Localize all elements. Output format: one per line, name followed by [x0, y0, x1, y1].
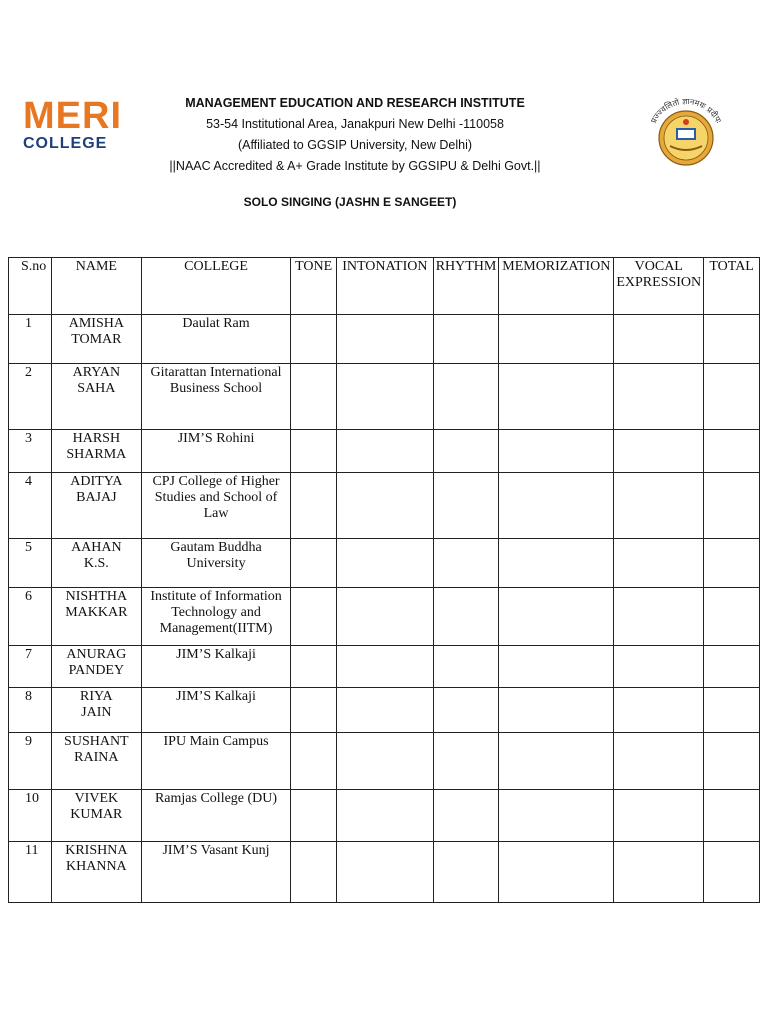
cell-college: JIM’S Vasant Kunj [141, 842, 290, 903]
cell-total[interactable] [704, 539, 760, 588]
cell-college: IPU Main Campus [141, 733, 290, 790]
cell-intonation[interactable] [337, 473, 434, 539]
cell-total[interactable] [704, 430, 760, 473]
col-header-intonation: INTONATION [337, 258, 434, 315]
cell-rhythm[interactable] [433, 588, 499, 646]
table-row [9, 842, 760, 903]
col-header-total: TOTAL [704, 258, 760, 315]
scoring-table [8, 257, 760, 903]
cell-intonation[interactable] [337, 733, 434, 790]
col-header-vocal-expression: VOCAL EXPRESSION [614, 258, 704, 315]
cell-vocal-expression[interactable] [614, 733, 704, 790]
cell-total[interactable] [704, 688, 760, 733]
cell-total[interactable] [704, 315, 760, 364]
cell-sno: 9 [9, 733, 52, 790]
cell-tone[interactable] [291, 646, 337, 688]
cell-college: Institute of Information Technology and Management(IITM) [141, 588, 290, 646]
cell-memorization[interactable] [499, 842, 614, 903]
cell-name: RIYA JAIN [51, 688, 141, 733]
cell-memorization[interactable] [499, 539, 614, 588]
cell-tone[interactable] [291, 588, 337, 646]
cell-tone[interactable] [291, 733, 337, 790]
cell-memorization[interactable] [499, 315, 614, 364]
cell-tone[interactable] [291, 688, 337, 733]
cell-total[interactable] [704, 842, 760, 903]
cell-tone[interactable] [291, 539, 337, 588]
cell-memorization[interactable] [499, 688, 614, 733]
cell-rhythm[interactable] [433, 473, 499, 539]
table-row [9, 364, 760, 430]
cell-sno: 6 [9, 588, 52, 646]
cell-rhythm[interactable] [433, 842, 499, 903]
event-title: SOLO SINGING (JASHN E SANGEET) [243, 195, 457, 209]
meri-college-logo [23, 97, 123, 157]
cell-memorization[interactable] [499, 646, 614, 688]
table-row [9, 473, 760, 539]
table-row [9, 539, 760, 588]
col-header-college: COLLEGE [141, 258, 290, 315]
col-header-tone: TONE [291, 258, 337, 315]
institute-header [130, 93, 580, 177]
cell-vocal-expression[interactable] [614, 842, 704, 903]
cell-sno: 3 [9, 430, 52, 473]
cell-total[interactable] [704, 588, 760, 646]
cell-intonation[interactable] [337, 646, 434, 688]
cell-memorization[interactable] [499, 473, 614, 539]
cell-rhythm[interactable] [433, 688, 499, 733]
cell-rhythm[interactable] [433, 539, 499, 588]
col-header-sno: S.no [9, 258, 52, 315]
cell-name: ARYAN SAHA [51, 364, 141, 430]
cell-sno: 4 [9, 473, 52, 539]
cell-rhythm[interactable] [433, 733, 499, 790]
cell-name: AMISHA TOMAR [51, 315, 141, 364]
table-row [9, 430, 760, 473]
cell-vocal-expression[interactable] [614, 539, 704, 588]
col-header-rhythm: RHYTHM [433, 258, 499, 315]
institute-name: MANAGEMENT EDUCATION AND RESEARCH INSTITUTE [185, 96, 525, 110]
cell-name: SUSHANT RAINA [51, 733, 141, 790]
institute-address: 53-54 Institutional Area, Janakpuri New Delhi -110058 [206, 117, 504, 131]
institute-accreditation: ||NAAC Accredited & A+ Grade Institute by GGSIPU & Delhi Govt.|| [169, 159, 541, 173]
cell-college: CPJ College of Higher Studies and School of Law [141, 473, 290, 539]
cell-intonation[interactable] [337, 588, 434, 646]
cell-total[interactable] [704, 790, 760, 842]
cell-tone[interactable] [291, 430, 337, 473]
cell-intonation[interactable] [337, 688, 434, 733]
cell-rhythm[interactable] [433, 790, 499, 842]
cell-rhythm[interactable] [433, 646, 499, 688]
cell-name: NISHTHA MAKKAR [51, 588, 141, 646]
cell-tone[interactable] [291, 790, 337, 842]
cell-name: AAHAN K.S. [51, 539, 141, 588]
cell-intonation[interactable] [337, 790, 434, 842]
cell-name: KRISHNA KHANNA [51, 842, 141, 903]
table-header-row [9, 258, 760, 315]
cell-college: Ramjas College (DU) [141, 790, 290, 842]
cell-memorization[interactable] [499, 364, 614, 430]
cell-vocal-expression[interactable] [614, 790, 704, 842]
cell-memorization[interactable] [499, 430, 614, 473]
table-row [9, 688, 760, 733]
cell-sno: 11 [9, 842, 52, 903]
cell-memorization[interactable] [499, 733, 614, 790]
seal-motto: प्रज्ज्वलितो ज्ञानमयः प्रदीपः [648, 96, 724, 125]
cell-intonation[interactable] [337, 430, 434, 473]
cell-intonation[interactable] [337, 539, 434, 588]
cell-rhythm[interactable] [433, 315, 499, 364]
cell-rhythm[interactable] [433, 430, 499, 473]
cell-sno: 8 [9, 688, 52, 733]
cell-intonation[interactable] [337, 364, 434, 430]
table-row [9, 588, 760, 646]
cell-vocal-expression[interactable] [614, 315, 704, 364]
cell-sno: 2 [9, 364, 52, 430]
cell-college: JIM’S Rohini [141, 430, 290, 473]
cell-name: VIVEK KUMAR [51, 790, 141, 842]
col-header-name: NAME [51, 258, 141, 315]
cell-tone[interactable] [291, 473, 337, 539]
cell-total[interactable] [704, 733, 760, 790]
cell-college: JIM’S Kalkaji [141, 688, 290, 733]
cell-vocal-expression[interactable] [614, 364, 704, 430]
cell-sno: 5 [9, 539, 52, 588]
cell-memorization[interactable] [499, 588, 614, 646]
logo-college-text: COLLEGE [23, 135, 108, 152]
institute-affiliation: (Affiliated to GGSIP University, New Delhi) [237, 138, 473, 152]
cell-vocal-expression[interactable] [614, 430, 704, 473]
cell-vocal-expression[interactable] [614, 646, 704, 688]
cell-vocal-expression[interactable] [614, 688, 704, 733]
cell-total[interactable] [704, 646, 760, 688]
cell-name: HARSH SHARMA [51, 430, 141, 473]
cell-intonation[interactable] [337, 842, 434, 903]
cell-intonation[interactable] [337, 315, 434, 364]
cell-sno: 7 [9, 646, 52, 688]
cell-memorization[interactable] [499, 790, 614, 842]
cell-college: Gitarattan International Business School [141, 364, 290, 430]
cell-vocal-expression[interactable] [614, 588, 704, 646]
cell-total[interactable] [704, 473, 760, 539]
cell-sno: 10 [9, 790, 52, 842]
cell-college: Daulat Ram [141, 315, 290, 364]
cell-vocal-expression[interactable] [614, 473, 704, 539]
cell-tone[interactable] [291, 842, 337, 903]
cell-tone[interactable] [291, 364, 337, 430]
cell-name: ANURAG PANDEY [51, 646, 141, 688]
table-row [9, 646, 760, 688]
cell-tone[interactable] [291, 315, 337, 364]
col-header-memorization: MEMORIZATION [499, 258, 614, 315]
cell-rhythm[interactable] [433, 364, 499, 430]
logo-meri-text: MERI [23, 95, 122, 137]
cell-sno: 1 [9, 315, 52, 364]
table-row [9, 315, 760, 364]
cell-total[interactable] [704, 364, 760, 430]
ggsipu-seal-icon [640, 92, 732, 168]
cell-college: JIM’S Kalkaji [141, 646, 290, 688]
table-row [9, 790, 760, 842]
cell-college: Gautam Buddha University [141, 539, 290, 588]
table-row [9, 733, 760, 790]
cell-name: ADITYA BAJAJ [51, 473, 141, 539]
